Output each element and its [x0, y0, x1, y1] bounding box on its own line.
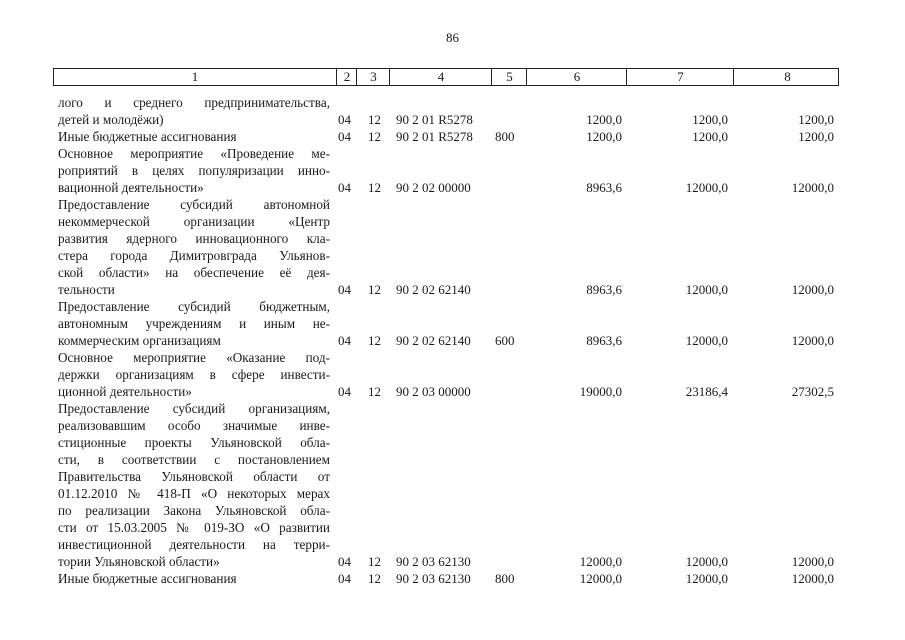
cell-c8: 1200,0 — [798, 112, 834, 127]
row-name — [58, 196, 330, 298]
cell-c3: 12 — [368, 180, 381, 195]
cell-c2: 04 — [338, 571, 351, 586]
cell-c8: 1200,0 — [798, 129, 834, 144]
cell-c7: 12000,0 — [685, 180, 728, 195]
cell-c6: 19000,0 — [579, 384, 622, 399]
row-name — [58, 570, 330, 587]
cell-c4: 90 2 03 62130 — [396, 571, 471, 586]
cell-c3: 12 — [368, 112, 381, 127]
row-name-line: Предоставление субсидий автономной — [58, 197, 330, 212]
cell-c4: 90 2 03 00000 — [396, 384, 471, 399]
row-name-line: Иные бюджетные ассигнования — [58, 129, 237, 144]
cell-c6: 1200,0 — [586, 129, 622, 144]
cell-c2: 04 — [338, 112, 351, 127]
header-col-1: 1 — [191, 69, 199, 84]
cell-c7: 1200,0 — [692, 112, 728, 127]
row-name-line: лого и среднего предпринимательства, — [58, 95, 330, 110]
cell-c6: 8963,6 — [586, 282, 622, 297]
cell-c3: 12 — [368, 333, 381, 348]
cell-c8: 12000,0 — [791, 554, 834, 569]
cell-c4: 90 2 02 62140 — [396, 282, 471, 297]
cell-c4: 90 2 01 R5278 — [396, 129, 473, 144]
cell-c7: 12000,0 — [685, 333, 728, 348]
cell-c4: 90 2 02 62140 — [396, 333, 471, 348]
row-name-line: Основное мероприятие «Оказание под- — [58, 350, 330, 365]
cell-c2: 04 — [338, 180, 351, 195]
cell-c6: 12000,0 — [579, 554, 622, 569]
cell-c8: 27302,5 — [791, 384, 834, 399]
row-name-line: сти, в соответствии с постановлением — [58, 452, 330, 467]
row-name-line: 01.12.2010 № 418-П «О некоторых мерах — [58, 486, 330, 501]
cell-c8: 12000,0 — [791, 333, 834, 348]
cell-c7: 12000,0 — [685, 554, 728, 569]
row-name-line: Предоставление субсидий бюджетным, — [58, 299, 330, 314]
row-name-line: Предоставление субсидий организациям, — [58, 401, 330, 416]
row-name-line: ской области» на обеспечение её дея- — [58, 265, 330, 280]
row-name-line: Иные бюджетные ассигнования — [58, 571, 237, 586]
cell-c6: 8963,6 — [586, 180, 622, 195]
cell-c2: 04 — [338, 282, 351, 297]
cell-c5: 800 — [495, 129, 515, 144]
page-number: 86 — [446, 30, 459, 45]
cell-c6: 12000,0 — [579, 571, 622, 586]
table-row — [0, 128, 905, 145]
cell-c4: 90 2 02 00000 — [396, 180, 471, 195]
cell-c3: 12 — [368, 129, 381, 144]
cell-c2: 04 — [338, 554, 351, 569]
header-col-5: 5 — [491, 69, 527, 85]
table-row — [0, 400, 905, 570]
cell-c4: 90 2 03 62130 — [396, 554, 471, 569]
cell-c8: 12000,0 — [791, 282, 834, 297]
row-name-line: сти от 15.03.2005 № 019-ЗО «О развитии — [58, 520, 330, 535]
row-name-line: вационной деятельности» — [58, 180, 204, 195]
row-name-line: ционной деятельности» — [58, 384, 192, 399]
cell-c2: 04 — [338, 333, 351, 348]
row-name-line: по реализации Закона Ульяновской обла- — [58, 503, 330, 518]
row-name — [58, 145, 330, 196]
row-name — [58, 94, 330, 128]
header-col-3: 3 — [356, 69, 390, 85]
row-name-line: инвестиционной деятельности на терри- — [58, 537, 330, 552]
cell-c3: 12 — [368, 554, 381, 569]
row-name — [58, 400, 330, 570]
cell-c6: 8963,6 — [586, 333, 622, 348]
cell-c2: 04 — [338, 384, 351, 399]
row-name-line: роприятий в целях популяризации инно- — [58, 163, 330, 178]
cell-c8: 12000,0 — [791, 180, 834, 195]
cell-c3: 12 — [368, 282, 381, 297]
cell-c7: 12000,0 — [685, 571, 728, 586]
cell-c7: 23186,4 — [685, 384, 728, 399]
row-name — [58, 128, 330, 145]
row-name-line: тельности — [58, 282, 115, 297]
row-name-line: стера города Димитровграда Ульянов- — [58, 248, 330, 263]
row-name — [58, 349, 330, 400]
table-row — [0, 349, 905, 400]
row-name-line: коммерческим организациям — [58, 333, 221, 348]
row-name-line: реализовавшим особо значимые инве- — [58, 418, 330, 433]
header-col-2: 2 — [336, 69, 357, 85]
table-header — [53, 68, 839, 86]
cell-c2: 04 — [338, 129, 351, 144]
cell-c5: 800 — [495, 571, 515, 586]
row-name-line: Основное мероприятие «Проведение ме- — [58, 146, 330, 161]
table-row — [0, 145, 905, 196]
header-col-4: 4 — [389, 69, 492, 85]
table-row — [0, 94, 905, 128]
row-name-line: стиционные проекты Ульяновской обла- — [58, 435, 330, 450]
cell-c4: 90 2 01 R5278 — [396, 112, 473, 127]
row-name-line: развития ядерного инновационного кла- — [58, 231, 330, 246]
cell-c3: 12 — [368, 571, 381, 586]
table-row — [0, 196, 905, 298]
header-col-6: 6 — [526, 69, 627, 85]
row-name — [58, 298, 330, 349]
cell-c8: 12000,0 — [791, 571, 834, 586]
header-col-8: 8 — [733, 69, 841, 85]
cell-c3: 12 — [368, 384, 381, 399]
row-name-line: детей и молодёжи) — [58, 112, 164, 127]
row-name-line: автономным учреждениям и иным не- — [58, 316, 330, 331]
cell-c7: 1200,0 — [692, 129, 728, 144]
row-name-line: некоммерческой организации «Центр — [58, 214, 330, 229]
row-name-line: Правительства Ульяновской области от — [58, 469, 330, 484]
row-name-line: держки организациям в сфере инвести- — [58, 367, 330, 382]
cell-c5: 600 — [495, 333, 515, 348]
table-row — [0, 298, 905, 349]
header-col-7: 7 — [626, 69, 734, 85]
table-row — [0, 570, 905, 587]
cell-c7: 12000,0 — [685, 282, 728, 297]
row-name-line: тории Ульяновской области» — [58, 554, 220, 569]
cell-c6: 1200,0 — [586, 112, 622, 127]
